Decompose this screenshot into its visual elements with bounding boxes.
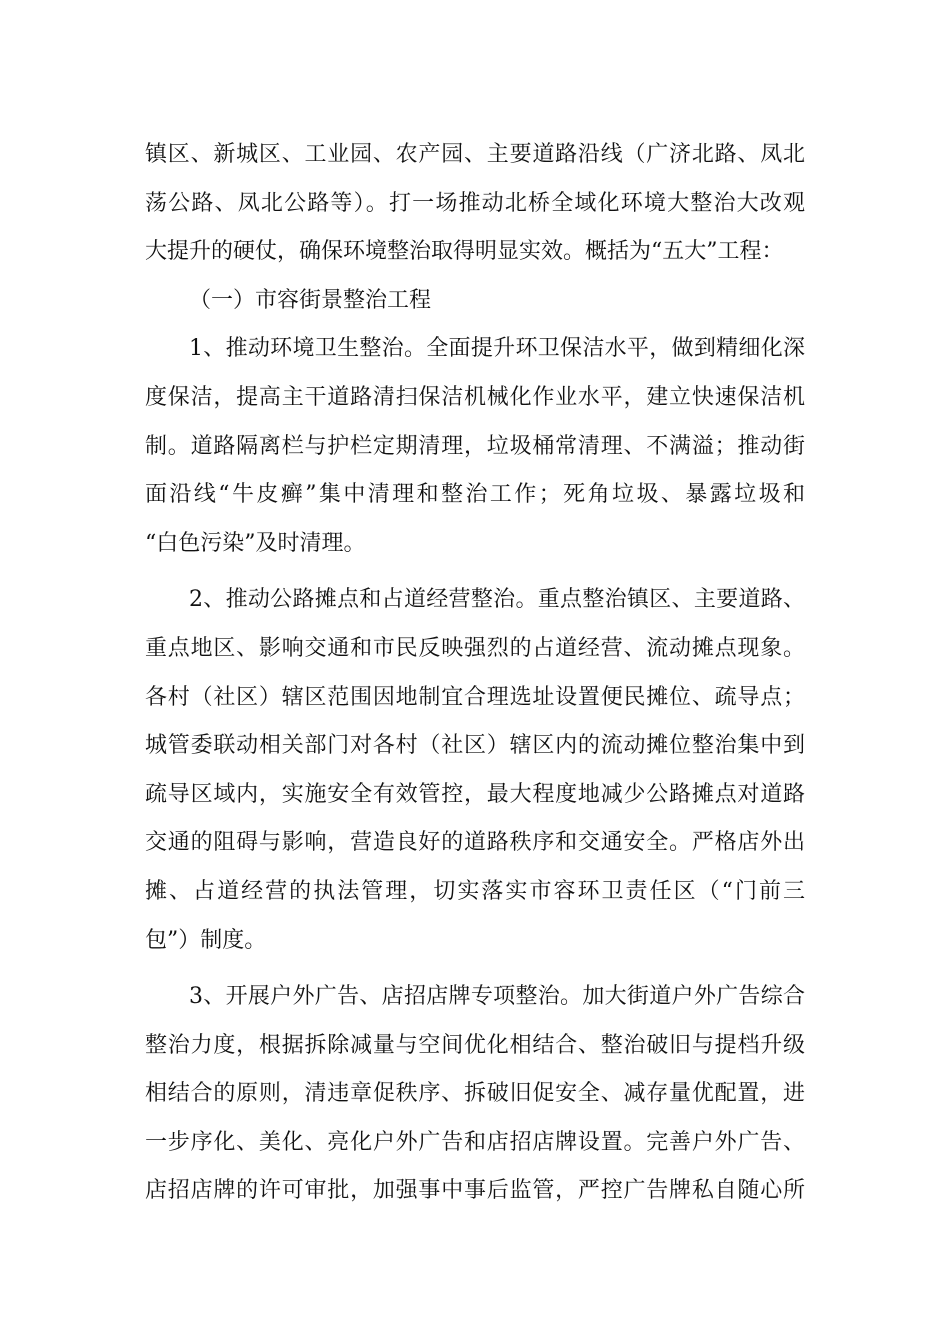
text-line: 镇区、新城区、工业园、农产园、主要道路沿线（广济北路、凤北	[145, 142, 805, 167]
text-line: 店招店牌的许可审批，加强事中事后监管，严控广告牌私自随心所	[145, 1178, 805, 1204]
text-line: 重点地区、影响交通和市民反映强烈的占道经营、流动摊点现象。	[145, 635, 805, 661]
text-line: 相结合的原则，清违章促秩序、拆破旧促安全、减存量优配置，进	[145, 1081, 805, 1107]
intro-paragraph	[145, 131, 805, 277]
text-line: 荡公路、凤北公路等）。打一场推动北桥全域化环境大整治大改观	[145, 190, 805, 216]
paragraph-item-2	[145, 576, 805, 965]
text-line: 大提升的硬仗，确保环境整治取得明显实效。概括为“五大”工程：	[145, 239, 784, 265]
text-line: 制。道路隔离栏与护栏定期清理，垃圾桶常清理、不满溢；推动街	[145, 433, 805, 459]
text-line: 面沿线“牛皮癣”集中清理和整治工作；死角垃圾、暴露垃圾和	[145, 482, 805, 508]
paragraph-item-1	[145, 325, 805, 568]
document-page	[145, 131, 805, 1216]
text-line: 1、推动环境卫生整治。全面提升环卫保洁水平，做到精细化深	[189, 336, 805, 362]
paragraph-item-3	[145, 973, 805, 1216]
text-line: 摊、占道经营的执法管理，切实落实市容环卫责任区（“门前三	[145, 878, 805, 904]
text-line: 交通的阻碍与影响，营造良好的道路秩序和交通安全。严格店外出	[145, 830, 805, 856]
text-line: 整治力度，根据拆除减量与空间优化相结合、整治破旧与提档升级	[145, 1032, 805, 1058]
text-line: 3、开展户外广告、店招店牌专项整治。加大街道户外广告综合	[189, 984, 805, 1010]
text-line: 包”）制度。	[145, 927, 267, 953]
text-line: 度保洁，提高主干道路清扫保洁机械化作业水平，建立快速保洁机	[145, 384, 805, 410]
text-line: 各村（社区）辖区范围因地制宜合理选址设置便民摊位、疏导点；	[145, 684, 805, 710]
section-heading: （一）市容街景整治工程	[189, 287, 432, 313]
text-line: 城管委联动相关部门对各村（社区）辖区内的流动摊位整治集中到	[145, 733, 805, 759]
text-line: 2、推动公路摊点和占道经营整治。重点整治镇区、主要道路、	[189, 587, 805, 613]
text-line: 一步序化、美化、亮化户外广告和店招店牌设置。完善户外广告、	[145, 1129, 805, 1155]
text-line: “白色污染”及时清理。	[145, 530, 366, 556]
text-line: 疏导区域内，实施安全有效管控，最大程度地减少公路摊点对道路	[145, 781, 805, 807]
